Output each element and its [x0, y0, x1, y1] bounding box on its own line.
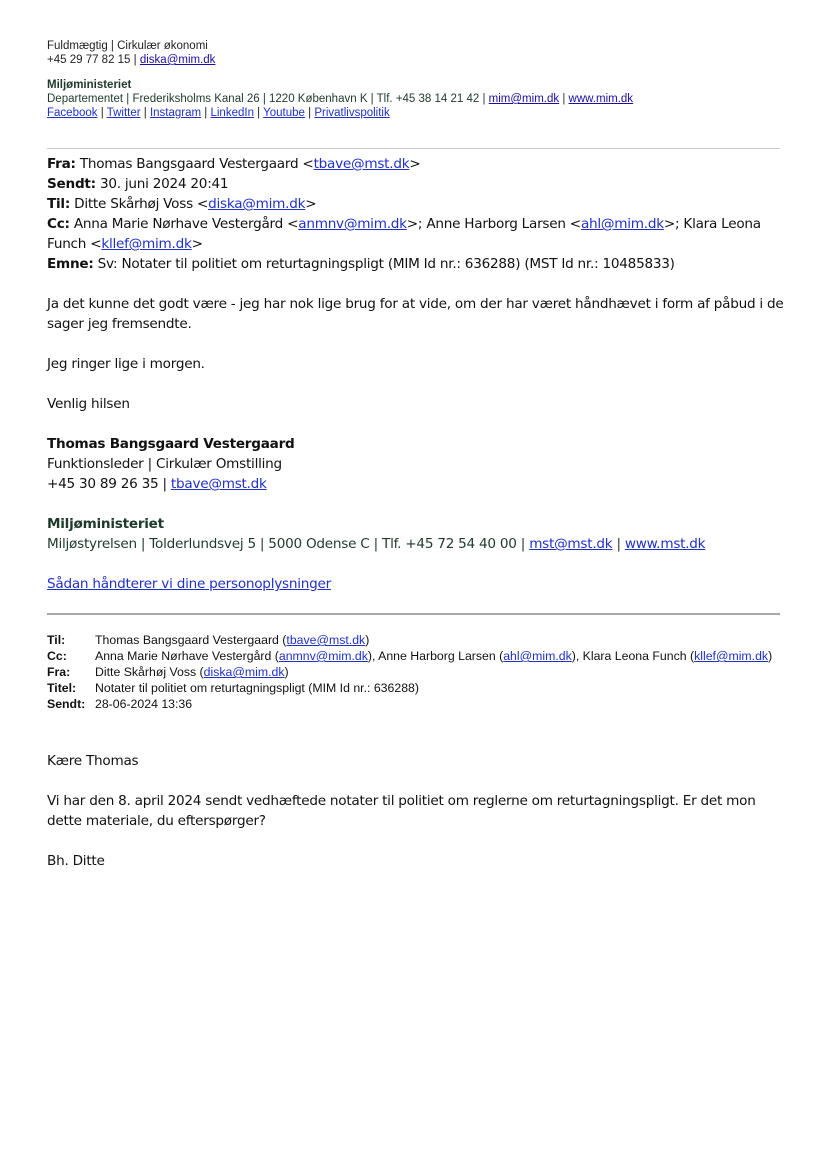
email-message: [47, 154, 787, 594]
divider: [47, 148, 780, 149]
signature-email-link[interactable]: tbave@mst.dk: [170, 476, 267, 492]
instagram-link[interactable]: Instagram: [149, 107, 202, 119]
privacy-info: [47, 574, 787, 594]
quoted-cc-email-link-2[interactable]: ahl@mim.dk: [503, 649, 572, 663]
dept-line: Departementet | Frederiksholms Kanal 26 | 1220 København K | Tlf. +45 38 14 21 42 | mim@mim.dk | www.mim.dk: [47, 93, 634, 105]
dept-email-link[interactable]: mim@mim.dk: [488, 93, 560, 105]
quoted-cc-row: Cc: Anna Marie Nørhave Vestergård (anmnv@mim.dk), Anne Harborg Larsen (ahl@mim.dk), Klara Leona Funch (kllef@mim.dk): [47, 649, 773, 663]
header-to: Til: Ditte Skårhøj Voss <diska@mim.dk>: [47, 196, 317, 212]
org-web-link[interactable]: www.mst.dk: [624, 536, 706, 552]
facebook-link[interactable]: Facebook: [47, 107, 98, 119]
header-cc: Cc: Anna Marie Nørhave Vestergård <anmnv@mim.dk>; Anne Harborg Larsen <ahl@mim.dk>; Klara Leona Funch <kllef@mim.dk>: [47, 216, 761, 252]
cc-email-link-2[interactable]: ahl@mim.dk: [580, 216, 664, 232]
quoted-to-email-link[interactable]: tbave@mst.dk: [286, 633, 366, 647]
signoff: Bh. Ditte: [47, 853, 105, 869]
social-links: Facebook | Twitter | Instagram | LinkedIn | Youtube | Privatlivspolitik: [47, 107, 390, 119]
dept-web-link[interactable]: www.mim.dk: [568, 93, 634, 105]
quoted-cc-email-link-3[interactable]: kllef@mim.dk: [694, 649, 769, 663]
quoted-header-table: [47, 632, 772, 712]
to-email-link[interactable]: diska@mim.dk: [208, 196, 306, 212]
quoted-sent-row: Sendt: 28-06-2024 13:36: [47, 697, 193, 711]
linkedin-link[interactable]: LinkedIn: [210, 107, 254, 119]
sender-email-link[interactable]: diska@mim.dk: [139, 54, 216, 66]
org-email-link[interactable]: mst@mst.dk: [529, 536, 613, 552]
sender-title: Fuldmægtig | Cirkulær økonomi: [47, 40, 208, 52]
quoted-to-row: Til: Thomas Bangsgaard Vestergaard (tbave@mst.dk): [47, 633, 370, 647]
body-paragraph: Jeg ringer lige i morgen.: [47, 356, 205, 372]
header-sent: Sendt: 30. juni 2024 20:41: [47, 176, 229, 192]
signature-org: Miljøministeriet: [47, 516, 164, 532]
header-from: Fra: Thomas Bangsgaard Vestergaard <tbave@mst.dk>: [47, 156, 421, 172]
org-name: Miljøministeriet: [47, 79, 132, 91]
header-subject: Emne: Sv: Notater til politiet om returtagningspligt (MIM Id nr.: 636288) (MST Id nr.: 10485833): [47, 256, 675, 272]
quoted-title-row: Titel: Notater til politiet om returtagningspligt (MIM Id nr.: 636288): [47, 681, 419, 695]
quoted-from-email-link[interactable]: diska@mim.dk: [203, 665, 285, 679]
body-paragraph: Ja det kunne det godt være - jeg har nok lige brug for at vide, om der har været håndhævet i form af påbud i de sager jeg fremsendte.: [47, 296, 784, 332]
top-signature: [47, 39, 787, 120]
quoted-header: [47, 632, 787, 712]
signature-title: Funktionsleder | Cirkulær Omstilling: [47, 456, 282, 472]
cc-email-link-3[interactable]: kllef@mim.dk: [101, 236, 192, 252]
from-email-link[interactable]: tbave@mst.dk: [313, 156, 410, 172]
greeting: Kære Thomas: [47, 753, 139, 769]
privacy-info-link[interactable]: Sådan håndterer vi dine personoplysninger: [47, 576, 331, 592]
divider: [47, 613, 780, 615]
signature-contact: +45 30 89 26 35 | tbave@mst.dk: [47, 476, 267, 492]
privacy-policy-link[interactable]: Privatlivspolitik: [314, 107, 390, 119]
youtube-link[interactable]: Youtube: [263, 107, 305, 119]
body-paragraph: Vi har den 8. april 2024 sendt vedhæftede notater til politiet om reglerne om returtagningspligt. Er det mon dette materiale, du efterspørger?: [47, 793, 756, 829]
sender-contact: +45 29 77 82 15 | diska@mim.dk: [47, 54, 216, 66]
signature-name: Thomas Bangsgaard Vestergaard: [47, 436, 295, 452]
quoted-message: [47, 751, 787, 871]
twitter-link[interactable]: Twitter: [106, 107, 141, 119]
closing: Venlig hilsen: [47, 396, 130, 412]
quoted-cc-email-link-1[interactable]: anmnv@mim.dk: [278, 649, 368, 663]
signature-org-line: Miljøstyrelsen | Tolderlundsvej 5 | 5000 Odense C | Tlf. +45 72 54 40 00 | mst@mst.dk | www.mst.dk: [47, 536, 706, 552]
quoted-from-row: Fra: Ditte Skårhøj Voss (diska@mim.dk): [47, 665, 289, 679]
cc-email-link-1[interactable]: anmnv@mim.dk: [298, 216, 407, 232]
